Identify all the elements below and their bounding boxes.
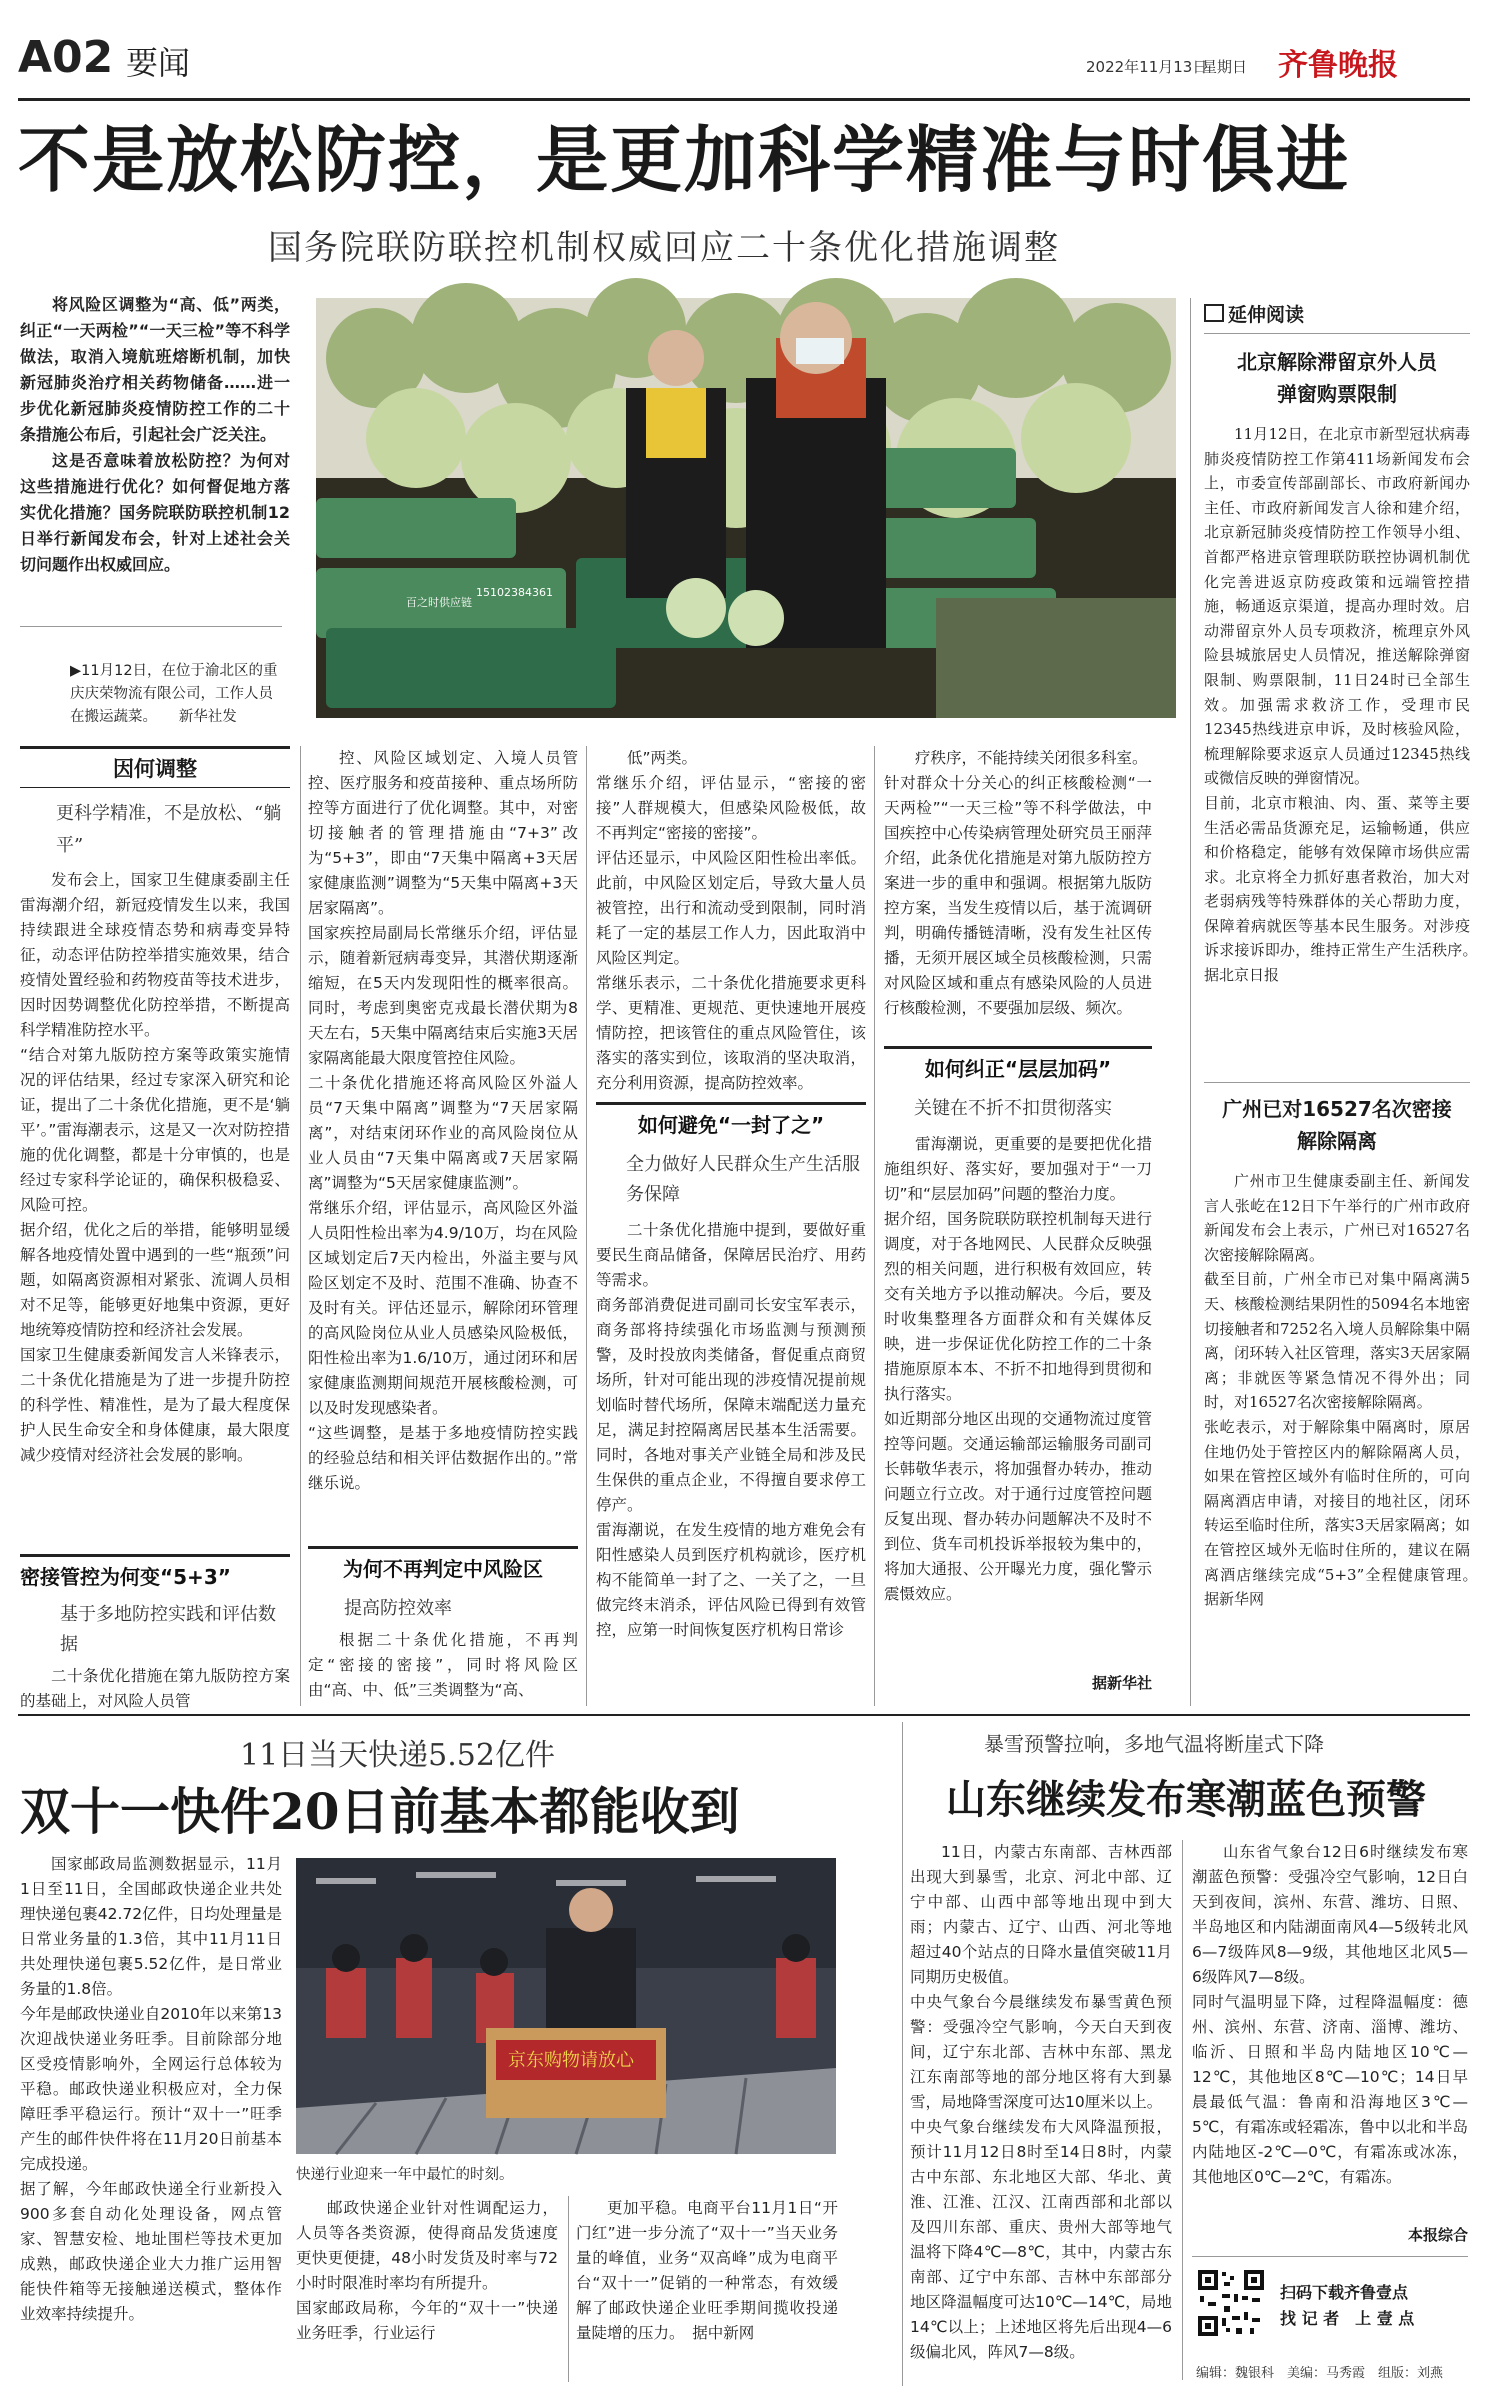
page-number: A02	[18, 32, 114, 83]
sidebar-label	[1204, 300, 1470, 327]
qr-code-icon[interactable]	[1196, 2268, 1266, 2338]
express-body-c: 更加平稳。电商平台11月1日“开门红”进一步分流了“双十一”当天业务量的峰值，业务“双高峰”成为电商平台“双十一”促销的一种常态，有效缓解了邮政快递企业旺季期间揽收投递量陡增的压力。 据中新网	[576, 2199, 838, 2342]
section-subheading-why-adjust: 更科学精准，不是放松、“躺平”	[56, 803, 282, 856]
lead-headline: 不是放松防控，是更加科学精准与时俱进	[18, 117, 1351, 202]
qr-prompt-line-2: 找 记 者 上 壹 点	[1280, 2309, 1415, 2328]
express-body-a: 国家邮政局监测数据显示，11月1日至11日，全国邮政快递企业共处理快递包裹42.72亿件，日均处理量是日常业务量的1.3倍，其中11月11日共处理快递包裹5.52亿件，是日常业务量的1.8倍。 今年是邮政快递业自2010年以来第13次迎战快递业务旺季。目前除部分地区受疫情影响外，全网运行总体较为平稳。邮政快递业积极应对，全力保障旺季平稳运行。预计“双十一”旺季产生的邮件快件将在11月20日前基本完成投递。 据了解，今年邮政快递全行业新投入900多套自动化处理设备，网点管家、智慧安检、地址围栏等技术更加成熟，邮政快递企业大力推广运用智能快件箱等无接触递送模式，整体作业效率持续提升。	[20, 1855, 282, 2323]
lower-section-rule	[18, 1714, 1470, 1716]
weather-kicker: 暴雪预警拉响，多地气温将断崖式下降	[984, 1732, 1324, 1756]
express-headline: 双十一快件20日前基本都能收到	[20, 1782, 740, 1841]
lead-column-2	[308, 746, 578, 1703]
section-heading-extra-layers: 如何纠正“层层加码”	[884, 1046, 1152, 1082]
section-heading-medium-risk: 为何不再判定中风险区	[308, 1546, 578, 1582]
intro-paragraph-1: 将风险区调整为“高、低”两类，纠正“一天两检”“一天三检”等不科学做法，取消入境航班熔断机制，加快新冠肺炎治疗相关药物储备……进一步优化新冠肺炎疫情防控工作的二十条措施公布后，引起社会广泛关注。	[20, 295, 290, 444]
weather-body-a: 11日，内蒙古东南部、吉林西部出现大到暴雪，北京、河北中部、辽宁中部、山西中部等地出现中到大雨；内蒙古、辽宁、山西、河北等地超过40个站点的日降水量值突破11月同期历史极值。 中央气象台今晨继续发布暴雪黄色预警：受强冷空气影响，今天白天到夜间，辽宁东北部、吉林中东部、黑龙江东南部等地的部分地区将有大到暴雪，局地降雪深度可达10厘米以上。 中央气象台继续发布大风降温预报，预计11月12日8时至14日8时，内蒙古中东部、东北地区大部、华北、黄淮、江淮、江汉、江南西部和北部以及四川东部、重庆、贵州大部等地气温将下降4℃—8℃，其中，内蒙古东南部、辽宁中东部、吉林中东部部分地区降温幅度可达10℃—14℃，局地14℃以上；上述地区将先后出现4—6级偏北风，阵风7—8级。	[910, 1843, 1172, 2361]
lead-photo	[316, 298, 1176, 718]
sidebar-rule	[1204, 1082, 1470, 1083]
column-divider	[586, 746, 587, 1706]
section-body-why-adjust: 发布会上，国家卫生健康委副主任雷海潮介绍，新冠疫情发生以来，我国持续跟进全球疫情态势和病毒变异特征，动态评估防控举措实施效果，结合疫情处置经验和药物疫苗等技术进步，因时因势调整优化防控举措，不断提高科学精准防控水平。 “结合对第九版防控方案等政策实施情况的评估结果，经过专家深入研究和论证，提出了二十条优化措施，更不是‘躺平’。”雷海潮表示，这是又一次对防控措施的优化调整，都是十分审慎的，也是经过专家科学论证的，确保积极稳妥、风险可控。 据介绍，优化之后的举措，能够明显缓解各地疫情处置中遇到的一些“瓶颈”问题，如隔离资源相对紧张、流调人员相对不足等，能够更好地集中资源，更好地统筹疫情防控和经济社会发展。 国家卫生健康委新闻发言人米锋表示，二十条优化措施是为了进一步提升防控的科学性、精准性，是为了最大程度保护人民生命安全和身体健康，最大限度减少疫情对经济社会发展的影响。	[20, 871, 290, 1464]
sidebar-story-2-title-line-2: 解除隔离	[1297, 1129, 1377, 1153]
masthead	[18, 32, 1470, 92]
weather-source: 本报综合	[1407, 2226, 1468, 2244]
newspaper-logo: 齐鲁晚报	[1278, 48, 1398, 83]
express-photo-caption: 快递行业迎来一年中最忙的时刻。	[296, 2167, 514, 2183]
express-kicker: 11日当天快递5.52亿件	[240, 1738, 555, 1773]
section-body-close-contacts: 二十条优化措施在第九版防控方案的基础上，对风险人员管	[20, 1667, 290, 1710]
weather-column-2	[1192, 1840, 1468, 2245]
lead-source: 据新华社	[1091, 1674, 1152, 1692]
footer-rule	[1192, 2256, 1468, 2257]
sidebar	[1204, 300, 1470, 1709]
sidebar-story-1-title	[1204, 346, 1470, 410]
column-4-body-b: 雷海潮说，更重要的是要把优化措施组织好、落实好，要加强对于“一刀切”和“层层加码”问题的整治力度。 据介绍，国务院联防联控机制每天进行调度，对于各地网民、人民群众反映强烈的相关问题，进行积极有效回应，转交有关地方予以推动解决。今后，要及时收集整理各方面群众和有关媒体反映，进一步保证优化防控工作的二十条措施原原本本、不折不扣地得到贯彻和执行落实。 如近期部分地区出现的交通物流过度管控等问题。交通运输部运输服务司副司长韩敬华表示，将加强督办转办，推动问题立行立改。对于通行过度管控问题反复出现、督办转办问题解决不及时不到位、货车司机投诉举报较为集中的，将加大通报、公开曝光力度，强化警示震慑效应。	[884, 1135, 1152, 1603]
weather-headline: 山东继续发布寒潮蓝色预警	[946, 1776, 1426, 1823]
section-subheading-close-contacts: 基于多地防控实践和评估数据	[60, 1604, 276, 1655]
column-4-body: 疗秩序，不能持续关闭很多科室。 针对群众十分关心的纠正核酸检测“一天两检”“一天三检”等不科学做法，中国疾控中心传染病管理处研究员王丽萍介绍，此条优化措施是对第九版防控方案进一步的重申和强调。根据第九版防控方案，当发生疫情以后，基于流调研判，明确传播链清晰，没有发生社区传播，无须开展区域全员核酸检测，只需对风险区域和重点有感染风险的人员进行核酸检测，不要强加层级、频次。	[884, 749, 1152, 1017]
column-2-body-b: 根据二十条优化措施，不再判定“密接的密接”，同时将风险区由“高、中、低”三类调整为“高、	[308, 1631, 578, 1699]
sidebar-story-2-title-line-1: 广州已对16527名次密接	[1222, 1097, 1452, 1121]
section-name: 要闻	[126, 44, 191, 82]
lower-divider	[902, 1722, 903, 2386]
section-heading-avoid-lockdown: 如何避免“一封了之”	[596, 1102, 866, 1138]
intro-divider	[20, 626, 282, 627]
express-photo	[296, 1858, 836, 2154]
qr-prompt	[1280, 2280, 1470, 2332]
issue-date: 2022年11月13日	[1086, 58, 1208, 76]
column-divider	[1182, 1840, 1183, 2380]
section-heading-why-adjust: 因何调整	[20, 746, 290, 788]
sidebar-story-1-body: 11月12日，在北京市新型冠状病毒肺炎疫情防控工作第411场新闻发布会上，市委宣传部副部长、市政府新闻办主任、市政府新闻发言人徐和建介绍，北京新冠肺炎疫情防控工作领导小组、首都严格进京管理联防联控协调机制优化完善进返京防疫政策和远端管控措施，畅通返京渠道，提高办理时效。启动滞留京外人员专项救济，梳理京外风险县城旅居史人员情况，推送解除弹窗限制、购票限制，11日24时已全部生效。加强需求救济工作，受理市民12345热线进京申诉，及时核验风险，梳理解除要求返京人员通过12345热线或微信反映的弹窗情况。 目前，北京市粮油、肉、蛋、菜等主要生活必需品货源充足，运输畅通，供应和价格稳定，能够有效保障市场供应需求。北京将全力抓好惠者救治，加大对老弱病残等特殊群体的关心帮助力度，保障着病就医等基本民生服务。对涉疫诉求接诉即办，维持正常生产生活秩序。 据北京日报	[1204, 425, 1470, 985]
vegetable-warehouse-illustration	[316, 298, 1176, 718]
lead-column-1	[20, 746, 290, 1714]
weather-body-b: 山东省气象台12日6时继续发布寒潮蓝色预警：受强冷空气影响，12日白天到夜间，滨州、东营、潍坊、日照、半岛地区和内陆湖面南风4—5级转北风6—7级阵风8—9级，其他地区北风5—6级阵风7—8级。 同时气温明显下降，过程降温幅度：德州、滨州、东营、济南、淄博、潍坊、临沂、日照和半岛内陆地区10℃—12℃，其他地区8℃—10℃；14日早晨最低气温：鲁南和沿海地区3℃—5℃，有霜冻或轻霜冻，鲁中以北和半岛内陆地区-2℃—0℃，有霜冻或冰冻，其他地区0℃—2℃，有霜冻。	[1192, 1843, 1468, 2186]
intro-paragraph-2: 这是否意味着放松防控？为何对这些措施进行优化？如何督促地方落实优化措施？国务院联防联控机制12日举行新闻发布会，针对上述社会关切问题作出权威回应。	[20, 451, 290, 574]
column-divider	[300, 746, 301, 1706]
lead-column-4	[884, 746, 1152, 1693]
sidebar-label-text: 延伸阅读	[1228, 304, 1305, 326]
section-subheading-avoid-lockdown: 全力做好人民群众生产生活服务保障	[626, 1154, 860, 1205]
lead-subheadline: 国务院联防联控机制权威回应二十条优化措施调整	[268, 228, 1060, 268]
column-divider	[568, 2196, 569, 2382]
lead-intro	[20, 292, 290, 578]
issue-weekday: 星期日	[1202, 58, 1248, 76]
column-divider	[874, 746, 875, 1706]
sidebar-story-2-body: 广州市卫生健康委副主任、新闻发言人张屹在12日下午举行的广州市政府新闻发布会上表示，广州已对16527名次密接解除隔离。 截至目前，广州全市已对集中隔离满5天、核酸检测结果阴性的5094名本地密切接触者和7252名入境人员解除集中隔离，闭环转入社区管理，落实3天居家隔离；非就医等紧急情况不得外出；同时，对16527名次密接解除隔离。 张屹表示，对于解除集中隔离时，原居住地仍处于管控区内的解除隔离人员，如果在管控区域外有临时住所的，可向隔离酒店申请，对接目的地社区，闭环转运至临时住所，落实3天居家隔离；如在管控区域外无临时住所的，建议在隔离酒店继续完成“5+3”全程健康管理。 据新华网	[1204, 1172, 1470, 1609]
column-3-body-b: 二十条优化措施中提到，要做好重要民生商品储备，保障居民治疗、用药等需求。 商务部消费促进司副司长安宝军表示，商务部将持续强化市场监测与预测预警，及时投放肉类储备，督促重点商贸场所，针对可能出现的涉疫情况提前规划临时替代场所，保障末端配送力量充足，满足封控隔离居民基本生活需要。同时，各地对事关产业链全局和涉及民生保供的重点企业，不得擅自要求停工停产。 雷海潮说，在发生疫情的地方难免会有阳性感染人员到医疗机构就诊，医疗机构不能简单一封了之、一关了之，一旦做完终末消杀，评估风险已得到有效管控，应第一时间恢复医疗机构日常诊	[596, 1221, 866, 1639]
express-body-b: 邮政快递企业针对性调配运力，人员等各类资源，使得商品发货速度更快更便捷，48小时发货及时率与72小时时限准时率均有所提升。 国家邮政局称，今年的“双十一”快递业务旺季，行业运行	[296, 2199, 558, 2342]
crate-phone: 15102384361	[476, 586, 553, 599]
sidebar-story-1-title-line-2: 弹窗购票限制	[1277, 382, 1397, 406]
sidebar-story-2-title	[1204, 1093, 1470, 1157]
column-2-body: 控、风险区域划定、入境人员管控、医疗服务和疫苗接种、重点场所防控等方面进行了优化调整。其中，对密切接触者的管理措施由“7+3”改为“5+3”，即由“7天集中隔离+3天居家健康监测”调整为“5天集中隔离+3天居家隔离”。 国家疾控局副局长常继乐介绍，评估显示，随着新冠病毒变异，其潜伏期逐渐缩短，在5天内发现阳性的概率很高。同时，考虑到奥密克戎最长潜伏期为8天左右，5天集中隔离结束后实施3天居家隔离能最大限度管控住风险。 二十条优化措施还将高风险区外溢人员“7天集中隔离”调整为“7天居家隔离”，对结束闭环作业的高风险岗位从业人员由“7天集中隔离或7天居家隔离”调整为“5天居家健康监测”。 常继乐介绍，评估显示，高风险区外溢人员阳性检出率为4.9/10万，均在风险区域划定后7天内检出，外溢主要与风险区划定不及时、范围不准确、协查不及时有关。评估还显示，解除闭环管理的高风险岗位从业人员感染风险极低，阳性检出率为1.6/10万，通过闭环和居家健康监测期间规范开展核酸检测，可以及时发现感染者。 “这些调整，是基于多地疫情防控实践的经验总结和相关评估数据作出的。”常继乐说。	[308, 749, 578, 1492]
sidebar-divider	[1190, 298, 1191, 1706]
sidebar-rule	[1204, 333, 1470, 334]
column-3-body: 低”两类。 常继乐介绍，评估显示，“密接的密接”人群规模大，但感染风险极低，故不再判定“密接的密接”。 评估还显示，中风险区阳性检出率低。此前，中风险区划定后，导致大量人员被管控，出行和流动受到限制，同时消耗了一定的基层工作人力，因此取消中风险区判定。 常继乐表示，二十条优化措施要求更科学、更精准、更规范、更快速地开展疫情防控，把该管住的重点风险管住，该落实的落实到位，该取消的坚决取消，充分利用资源，提高防控效率。	[596, 749, 866, 1092]
parcel-sorting-illustration	[296, 1858, 836, 2154]
lead-column-3	[596, 746, 866, 1684]
sidebar-story-1-title-line-1: 北京解除滞留京外人员	[1237, 350, 1437, 374]
section-heading-close-contacts: 密接管控为何变“5+3”	[20, 1554, 290, 1590]
crate-label: 百之时供应链	[406, 596, 472, 609]
qr-code-graphic	[1196, 2268, 1266, 2338]
qr-prompt-line-1: 扫码下载齐鲁壹点	[1280, 2283, 1409, 2302]
parcel-box-text: 京东购物请放心	[508, 2050, 634, 2071]
extended-reading-icon	[1204, 304, 1224, 322]
section-subheading-extra-layers: 关键在不折不扣贯彻落实	[914, 1098, 1112, 1119]
lead-photo-caption: ▶11月12日，在位于渝北区的重庆庆荣物流有限公司，工作人员在搬运蔬菜。 新华社发	[70, 663, 278, 725]
page-credits: 编辑：魏银科 美编：马秀霞 组版：刘燕	[1196, 2366, 1444, 2381]
masthead-rule	[18, 98, 1470, 101]
section-subheading-medium-risk: 提高防控效率	[344, 1598, 452, 1619]
